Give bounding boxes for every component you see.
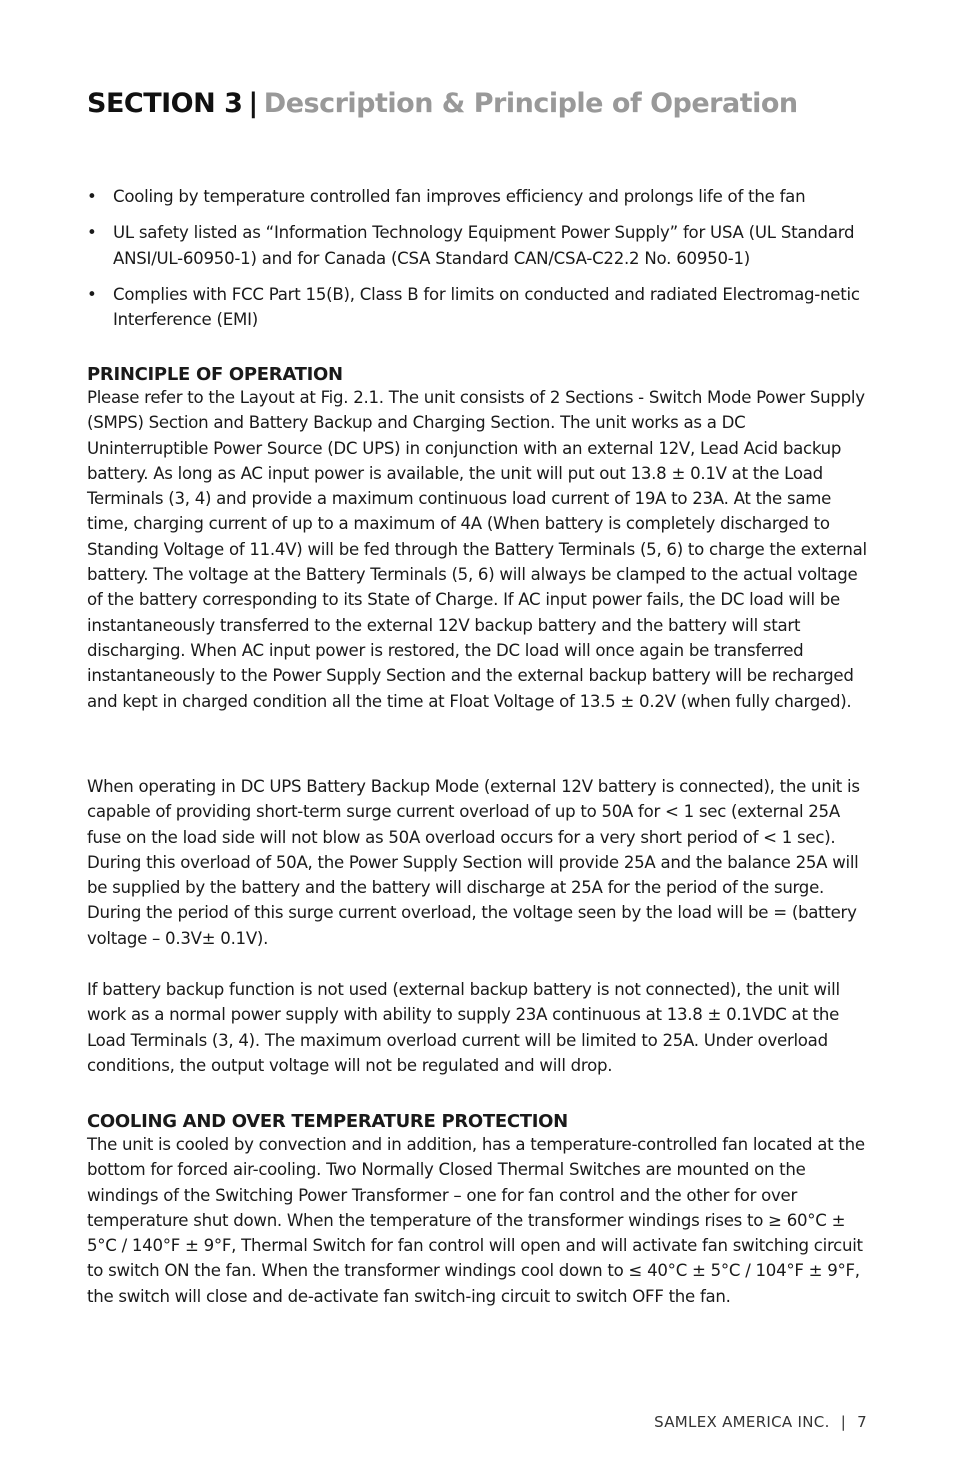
cooling-paragraph: The unit is cooled by convection and in addition, has a temperature-controlled fan located at the bottom for forced air-cooling. Two Normally Closed Thermal Switches are mounted on the windings of the Switching Power Transformer – one for fan control and the other for over temperature shut down. When the temperature of the transformer windings rises to ≥ 60°C ± 5°C / 140°F ± 9°F, Thermal Switch for fan control will open and will activate fan switching circuit to switch ON the fan. When the transformer windings cool down to ≤ 40°C ± 5°C / 104°F ± 9°F, the switch will close and de-activate fan switch-ing circuit to switch OFF the fan. bbox=[87, 1135, 865, 1306]
bullet-item bbox=[87, 220, 869, 271]
principle-heading: PRINCIPLE OF OPERATION bbox=[87, 364, 343, 385]
principle-paragraph-3: If battery backup function is not used (external backup battery is not connected), the unit will work as a normal power supply with ability to supply 23A continuous at 13.8 ± 0.1VDC at the Load Terminals (3, 4). The maximum overload current will be limited to 25A. Under overload conditions, the output voltage will not be regulated and will drop. bbox=[87, 980, 840, 1075]
bullet-dot: • bbox=[87, 187, 97, 206]
page-footer bbox=[654, 1413, 867, 1431]
section-title bbox=[87, 88, 798, 119]
footer-separator: | bbox=[840, 1413, 847, 1431]
principle-paragraph-2: When operating in DC UPS Battery Backup Mode (external 12V battery is connected), the unit is capable of providing short-term surge current overload of up to 50A for < 1 sec (external 25A fuse on the load side will not blow as 50A overload occurs for a very short period of < 1 sec). During this overload of 50A, the Power Supply Section will provide 25A and the balance 25A will be supplied by the battery and the battery will discharge at 25A for the period of the surge. During the period of this surge current overload, the voltage seen by the load will be = (battery voltage – 0.3V± 0.1V). bbox=[87, 777, 860, 948]
no-battery-section bbox=[87, 977, 869, 1078]
bullet-text: Cooling by temperature controlled fan improves efficiency and prolongs life of the fan bbox=[113, 187, 806, 206]
surge-section bbox=[87, 774, 869, 951]
bullet-item bbox=[87, 184, 869, 210]
cooling-heading: COOLING AND OVER TEMPERATURE PROTECTION bbox=[87, 1111, 568, 1132]
cooling-section bbox=[87, 1111, 869, 1309]
page-number: 7 bbox=[857, 1413, 867, 1431]
bullet-text: UL safety listed as “Information Technology Equipment Power Supply” for USA (UL Standard ANSI/UL-60950-1) and for Canada (CSA Standard CAN/CSA-C22.2 No. 60950-1) bbox=[113, 223, 855, 268]
title-separator: | bbox=[248, 88, 258, 119]
bullet-dot: • bbox=[87, 284, 97, 304]
section-subtitle: Description & Principle of Operation bbox=[263, 88, 798, 119]
section-number: SECTION 3 bbox=[87, 88, 243, 119]
principle-section bbox=[87, 364, 869, 714]
principle-paragraph-1: Please refer to the Layout at Fig. 2.1. The unit consists of 2 Sections - Switch Mode Power Supply (SMPS) Section and Battery Backup and Charging Section. The unit works as a DC Uninterruptible Power Source (DC UPS) in conjunction with an external 12V, Lead Acid backup battery. As long as AC input power is available, the unit will put out 13.8 ± 0.1V at the Load Terminals (3, 4) and provide a maximum continuous load current of 19A to 23A. At the same time, charging current of up to a maximum of 4A (When battery is completely discharged to Standing Voltage of 11.4V) will be fed through the Battery Terminals (5, 6) to charge the external battery. The voltage at the Battery Terminals (5, 6) will always be clamped to the actual voltage of the battery corresponding to its State of Charge. If AC input power fails, the DC load will be instantaneously transferred to the external 12V backup battery and the battery will start discharging. When AC input power is restored, the DC load will once again be transferred instantaneously to the Power Supply Section and the external backup battery will be recharged and kept in charged condition all the time at Float Voltage of 13.5 ± 0.2V (when fully charged). bbox=[87, 388, 867, 711]
bullet-text: Complies with FCC Part 15(B), Class B for limits on conducted and radiated Electromag-netic Interference (EMI) bbox=[113, 284, 860, 329]
bullet-item bbox=[87, 282, 869, 333]
footer-company: SAMLEX AMERICA INC. bbox=[654, 1413, 830, 1431]
bullet-dot: • bbox=[87, 223, 97, 242]
feature-bullet-list bbox=[87, 184, 869, 343]
